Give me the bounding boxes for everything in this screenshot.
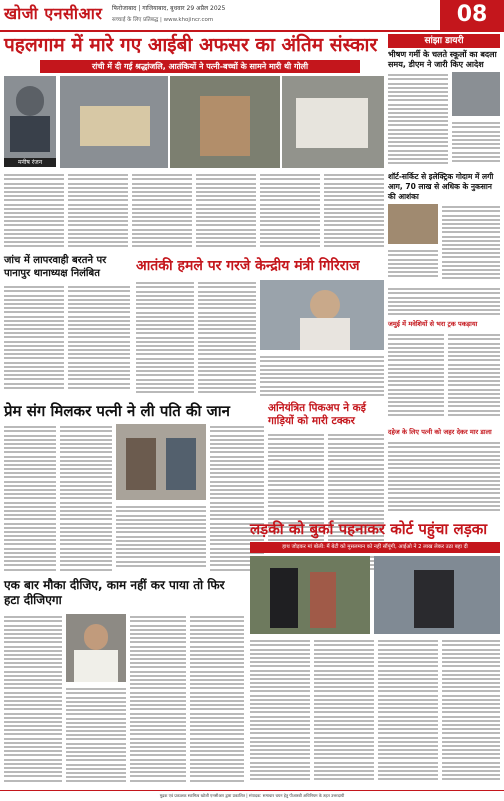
burqa-text-col2 [314,638,374,786]
lead-text-col3 [132,172,192,250]
funeral-photo-3 [282,76,384,168]
avatar [16,86,44,116]
burqa-text-col3 [378,638,438,786]
tejashwi-text-col3 [130,614,186,786]
lead-subheadline: रांची में दी गई श्रद्धांजलि, आतंकियों ने पत्नी-बच्चों के सामने मारी थी गोली [40,60,360,73]
funeral-photo-2 [170,76,280,168]
lead-text-col5 [260,172,320,250]
giriraj-headline: आतंकी हमले पर गरजे केन्द्रीय मंत्री गिरिराज [136,258,360,274]
giriraj-photo [260,280,384,350]
love-text-col3 [116,504,206,574]
lead-text-col1 [4,172,64,250]
side-story1-text [388,72,448,168]
burqa-photo-2 [374,556,500,634]
burqa-text-col4 [442,638,500,786]
page-number: 08 [440,0,504,30]
photo-caption: मनीष रंजन [4,158,56,167]
newspaper-logo: खोजी एनसीआर [4,4,103,23]
tejashwi-headline: एक बार मौका दीजिए, काम नहीं कर पाया तो फिर हटा दीजिएगा [4,578,225,607]
funeral-photo-1 [60,76,168,168]
suspend-headline: जांच में लापरवाही बरतने पर पानापुर थानाध्यक्ष निलंबित [4,255,107,279]
side-story4-headline: दहेज के लिए पत्नी को जहर देकर मार डाला [388,428,492,436]
lead-text-col6 [324,172,384,250]
suspend-text-col2 [68,284,130,394]
burqa-subheadline: हाथ जोड़कर मां बोली: मैं बेटी को मुसलमान को नहीं सौंपूंगी, आईओ ने 2 लाख लेकर उठा बहा दी [250,542,500,553]
side-story2-text2 [388,248,438,284]
side-story2-text [442,204,500,284]
suspend-text-col1 [4,284,64,394]
burqa-text-col1 [250,638,310,786]
tejashwi-text-col4 [190,614,244,786]
lead-headline: पहलगाम में मारे गए आईबी अफसर का अंतिम संस्कार [4,34,378,56]
side-story2-text3 [388,286,500,318]
side-story3-text2 [448,332,500,424]
side-section-title: सांझा डायरी [388,34,500,48]
love-headline: प्रेम संग मिलकर पत्नी ने ली पति की जान [4,402,230,420]
side-story2-headline: शॉर्ट-सर्किट से इलेक्ट्रिक गोदाम में लगी आग, 70 लाख से अधिक के नुकसान की आशंका [388,172,494,201]
tejashwi-photo [66,614,126,682]
side-story3-text [388,332,444,424]
side-story2-photo [388,204,438,244]
giriraj-text-col3 [260,354,384,398]
giriraj-text-col1 [136,280,194,398]
reporter-photo [4,76,56,158]
lead-text-col2 [68,172,128,250]
love-photo [116,424,206,500]
tagline: सच्चाई के लिए प्रतिबद्ध | www.khojincr.com [112,17,214,23]
love-text-col1 [4,424,56,574]
side-story1-photo [452,72,500,116]
love-text-col2 [60,424,112,574]
burqa-photo-1 [250,556,370,634]
side-story1-headline: भीषण गर्मी के चलते स्कूलों का बदला समय, डीएम ने जारी किए आदेश [388,50,497,69]
lead-text-col4 [196,172,256,250]
pickup-headline: अनियंत्रित पिकअप ने कई गाड़ियों को मारी टक्कर [268,402,366,427]
side-story1-text2 [452,120,500,168]
tejashwi-text-col2 [66,686,126,786]
side-story3-headline: जमुई में मवेशियों से भरा ट्रक पकड़ाया [388,320,478,328]
side-story4-text [388,440,500,516]
tejashwi-text-col1 [4,614,62,786]
burqa-headline: लड़की को बुर्का पहनाकर कोर्ट पहुंचा लड़का [250,520,488,538]
giriraj-text-col2 [198,280,256,398]
dateline: फिरोजाबाद | गाजियाबाद, बुधवार 29 अप्रैल 2025 [112,5,226,12]
imprint-footer: मुद्रक एवं प्रकाशक स्वामित्व खोजी एनसीआर द्वारा प्रकाशित | संपादक: समाचार चयन हेतु पीआरबी अधिनियम के तहत उत्तरदायी [0,790,504,801]
